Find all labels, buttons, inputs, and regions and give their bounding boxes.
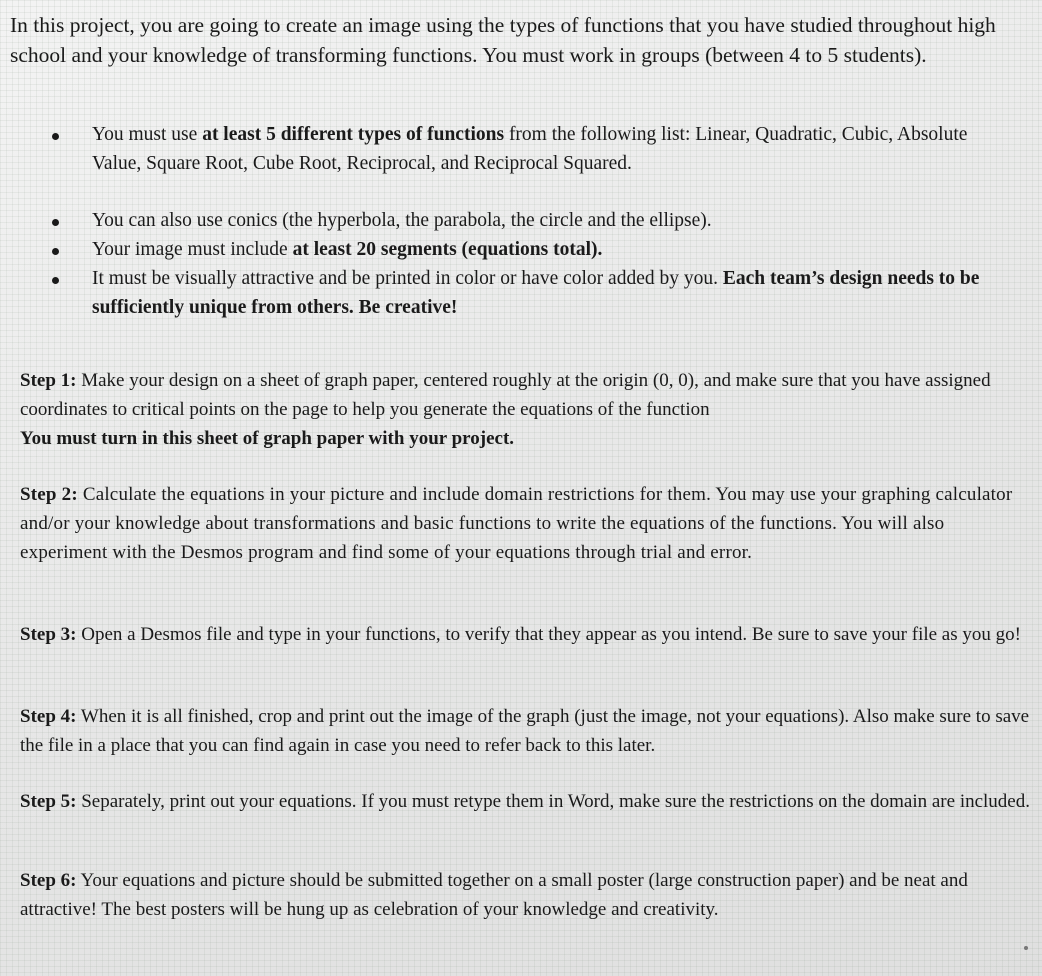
list-item [0,264,1042,322]
bullet-text: You must use [92,124,203,145]
intro-paragraph: In this project, you are going to create an image using the types of functions that you have studied throughout high school and your knowledge of transforming functions. You must work in groups (between 4 to 5 students). [10,13,996,67]
bullet-bold-text: at least 5 different types of functions [202,124,505,145]
bullet-icon [52,133,59,140]
step-text: Separately, print out your equations. If you must retype them in Word, make sure the restrictions on the domain are included. [76,791,1030,812]
bullet-icon [52,219,59,226]
step-text: Your equations and picture should be submitted together on a small poster (large construction paper) and be neat and attractive! The best posters will be hung up as celebration of your knowledge and creativity. [20,870,968,920]
step-label: Step 6: [20,870,77,891]
bullet-text: You can also use conics (the hyperbola, the parabola, the circle and the ellipse). [92,210,712,231]
list-item [0,206,1042,235]
step-text: Open a Desmos file and type in your functions, to verify that they appear as you intend. Be sure to save your file as you go! [76,624,1021,645]
bullet-icon [52,277,59,284]
step-1-paragraph [20,366,1035,453]
bullet-text: from the following list: Linear, Quadratic, Cubic, Absolute Value, Square Root, Cube Root, Reciprocal, and Reciprocal Squared. [92,124,968,174]
step-5-paragraph [20,787,1035,816]
step-label: Step 2: [20,484,78,505]
step-6-paragraph [20,866,1035,924]
bullet-bold-text: Each team’s design needs to be sufficiently unique from others. Be creative! [92,268,980,318]
step-text: When it is all finished, crop and print out the image of the graph (just the image, not your equations). Also make sure to save the file in a place that you can find again in case you need to refer back to this later. [20,706,1030,756]
list-item [0,120,1042,178]
step-3-paragraph [20,620,1035,649]
step-label: Step 5: [20,791,77,812]
step-2-paragraph [20,480,1035,567]
paper-speck [1024,946,1028,950]
step-label: Step 1: [20,370,77,391]
step-text: Calculate the equations in your picture and include domain restrictions for them. You may use your graphing calculator and/or your knowledge about transformations and basic functions to write the equations of the functions. You will also experiment with the Desmos program and find some of your equations through trial and error. [20,484,1013,563]
list-item [0,235,1042,264]
step-4-paragraph [20,702,1035,760]
bullet-icon [52,248,59,255]
bullet-text: It must be visually attractive and be printed in color or have color added by you. [92,268,723,289]
requirements-list [0,120,1042,322]
bullet-text: Your image must include [92,239,293,260]
bullet-bold-text: at least 20 segments (equations total). [292,239,603,260]
step-label: Step 3: [20,624,77,645]
step-text: Make your design on a sheet of graph paper, centered roughly at the origin (0, 0), and make sure that you have assigned coordinates to critical points on the page to help you generate the equations of the function [20,370,991,420]
step-label: Step 4: [20,706,77,727]
step-bold-text: You must turn in this sheet of graph paper with your project. [20,428,515,449]
